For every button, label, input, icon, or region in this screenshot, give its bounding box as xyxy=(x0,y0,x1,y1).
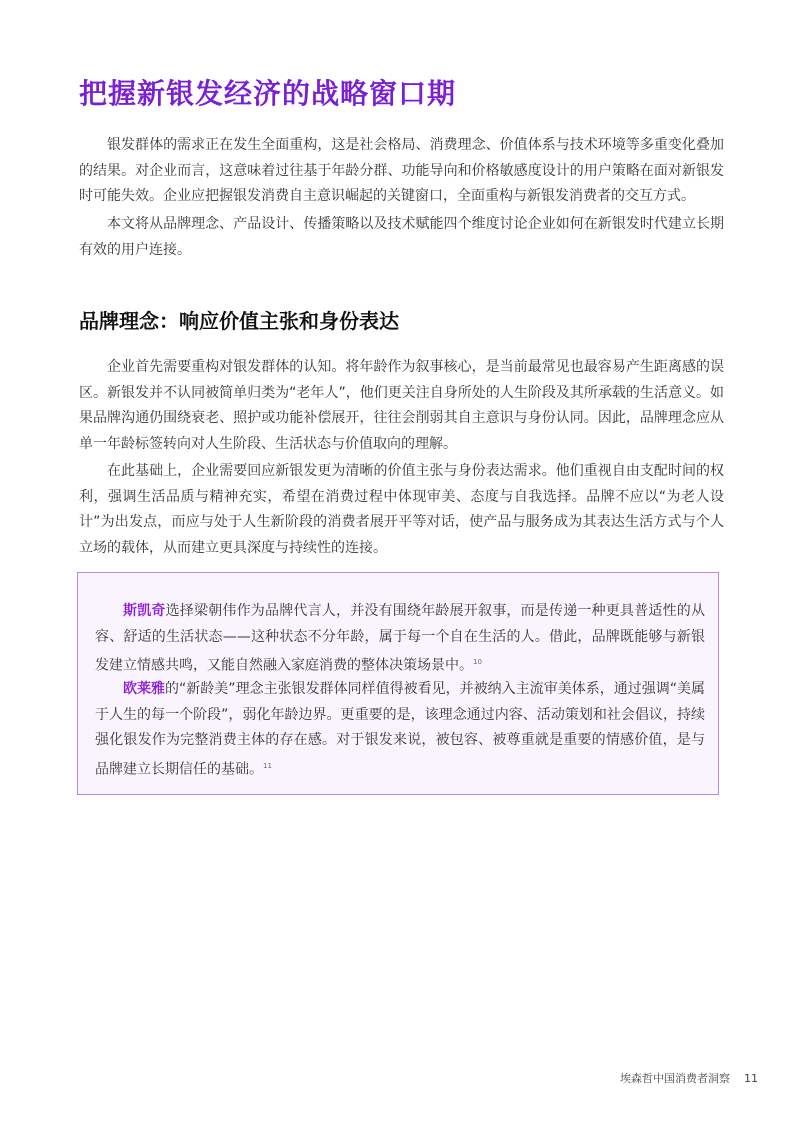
case-study-callout xyxy=(77,572,719,795)
publication-name: 埃森哲中国消费者洞察 xyxy=(620,1072,730,1085)
section-paragraph-2: 在此基础上，企业需要回应新银发更为清晰的价值主张与身份表达需求。他们重视自由支配时间的权利，强调生活品质与精神充实，希望在消费过程中体现审美、态度与自我选择。品牌不应以“为老人设计”为出发点，而应与处于人生新阶段的消费者展开平等对话，使产品与服务成为其表达生活方式与个人立场的载体，从而建立更具深度与持续性的连接。 xyxy=(79,463,724,556)
callout-item-skechers xyxy=(95,599,705,679)
callout-text-loreal: 的“新龄美”理念主张银发群体同样值得被看见，并被纳入主流审美体系，通过强调“美属于人生的每一个阶段”，弱化年龄边界。更重要的是，该理念通过内容、活动策划和社会倡议，持续强化银发作为完整消费主体的存在感。对于银发来说，被包容、被尊重就是重要的情感价值，是与品牌建立长期信任的基础。 xyxy=(95,681,706,778)
page-title: 把握新银发经济的战略窗口期 xyxy=(79,77,457,110)
page-footer xyxy=(620,1070,758,1086)
section-title: 品牌理念：响应价值主张和身份表达 xyxy=(79,309,399,333)
brand-name-skechers: 斯凯奇 xyxy=(123,603,166,619)
footnote-marker: 10 xyxy=(473,658,482,666)
section-paragraph-1: 企业首先需要重构对银发群体的认知。将年龄作为叙事核心，是当前最常见也最容易产生距离感的误区。新银发并不认同被简单归类为“老年人”，他们更关注自身所处的人生阶段及其所承载的生活意义。如果品牌沟通仍围绕衰老、照护或功能补偿展开，往往会削弱其自主意识与身份认同。因此，品牌理念应从单一年龄标签转向对人生阶段、生活状态与价值取向的理解。 xyxy=(79,359,724,452)
brand-name-loreal: 欧莱雅 xyxy=(123,681,166,697)
callout-item-loreal xyxy=(95,677,705,783)
intro-paragraph-2: 本文将从品牌理念、产品设计、传播策略以及技术赋能四个维度讨论企业如何在新银发时代建立长期有效的用户连接。 xyxy=(79,216,724,258)
footnote-marker: 11 xyxy=(263,761,272,770)
page-number: 11 xyxy=(744,1072,758,1085)
callout-text-skechers: 选择梁朝伟作为品牌代言人，并没有围绕年龄展开叙事，而是传递一种更具普适性的从容、舒适的生活状态——这种状态不分年龄，属于每一个自在生活的人。借此，品牌既能够与新银发建立情感共鸣，又能自然融入家庭消费的整体决策场景中。 xyxy=(95,603,706,674)
intro-paragraph-1: 银发群体的需求正在发生全面重构，这是社会格局、消费理念、价值体系与技术环境等多重变化叠加的结果。对企业而言，这意味着过往基于年龄分群、功能导向和价格敏感度设计的用户策略在面对新银发时可能失效。企业应把握银发消费自主意识崛起的关键窗口，全面重构与新银发消费者的交互方式。 xyxy=(79,137,724,204)
